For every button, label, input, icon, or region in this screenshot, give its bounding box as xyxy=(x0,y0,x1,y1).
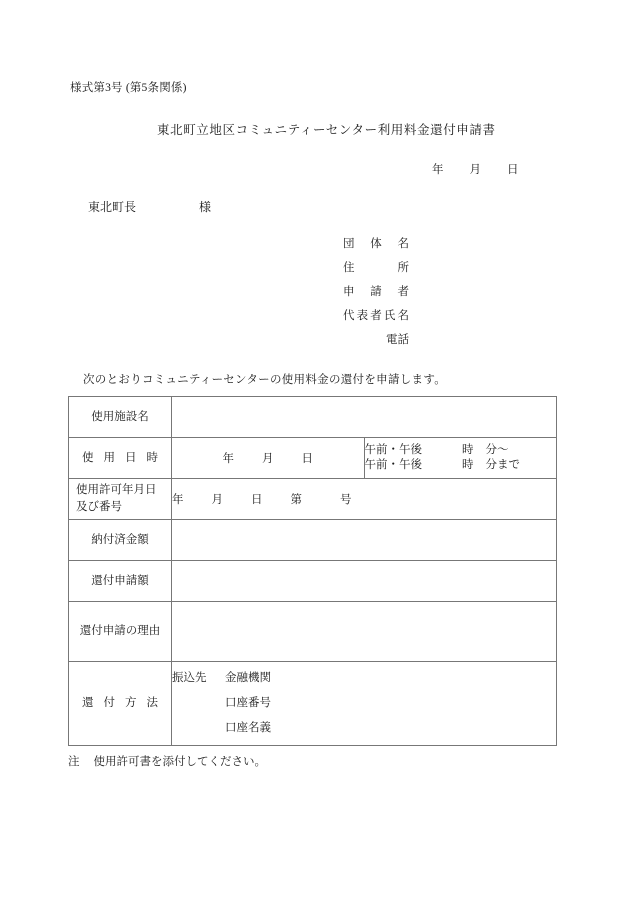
account-number-line xyxy=(172,691,556,716)
use-date-day: 日 xyxy=(301,453,313,465)
reason-label: 還付申請の理由 xyxy=(79,625,161,637)
permit-number-suffix: 号 xyxy=(340,494,352,506)
permit-year: 年 xyxy=(172,494,184,506)
table-row-paid-amount xyxy=(69,520,557,561)
use-time-end-minute: 分まで xyxy=(485,459,520,471)
applicant-address-row xyxy=(343,256,409,280)
refund-amount-value-cell[interactable] xyxy=(172,561,557,602)
account-number-label: 口座番号 xyxy=(225,697,271,709)
reason-label-cell xyxy=(69,602,172,662)
use-time-cell[interactable] xyxy=(364,438,557,479)
submission-date-line xyxy=(432,161,519,177)
date-month-label: 月 xyxy=(469,164,481,176)
refund-method-label: 還付方法 xyxy=(82,697,158,709)
date-year-label: 年 xyxy=(432,164,444,176)
form-code: 様式第3号 (第5条関係) xyxy=(70,82,187,94)
permit-month: 月 xyxy=(211,494,223,506)
use-date-cell[interactable] xyxy=(172,438,365,479)
use-time-end-line xyxy=(365,458,557,473)
refund-amount-label-cell xyxy=(69,561,172,602)
applicant-phone-row xyxy=(343,328,409,352)
permit-day: 日 xyxy=(251,494,263,506)
permit-number-prefix: 第 xyxy=(290,494,302,506)
account-name-line xyxy=(172,716,556,741)
permit-value-cell[interactable] xyxy=(172,479,557,520)
facility-value-cell[interactable] xyxy=(172,397,557,438)
refund-method-value-cell[interactable] xyxy=(172,662,557,746)
paid-amount-value-cell[interactable] xyxy=(172,520,557,561)
refund-amount-label: 還付申請額 xyxy=(91,574,149,587)
use-time-start-line xyxy=(365,443,557,458)
paid-amount-label-cell xyxy=(69,520,172,561)
application-table xyxy=(68,396,557,746)
applicant-representative-row xyxy=(343,304,409,328)
footnote-text: 使用許可書を添付してください。 xyxy=(93,756,266,768)
use-time-start-minute: 分〜 xyxy=(485,444,509,456)
applicant-address-label: 住所 xyxy=(343,262,409,274)
table-row-refund-method xyxy=(69,662,557,746)
refund-method-label-cell xyxy=(69,662,172,746)
use-time-end-period: 午前・午後 xyxy=(364,459,422,471)
reason-value-cell[interactable] xyxy=(172,602,557,662)
bank-label: 金融機関 xyxy=(225,672,271,684)
account-name-label: 口座名義 xyxy=(225,722,271,734)
paid-amount-label: 納付済金額 xyxy=(91,533,149,546)
use-date-month: 月 xyxy=(262,453,274,465)
applicant-organization-row xyxy=(343,232,409,256)
intro-sentence: 次のとおりコミュニティーセンターの使用料金の還付を申請します。 xyxy=(83,374,447,386)
table-row-facility xyxy=(69,397,557,438)
addressee-honorific: 様 xyxy=(199,200,212,214)
table-row-permit xyxy=(69,479,557,520)
use-time-end-hour: 時 xyxy=(462,459,474,471)
facility-label-cell xyxy=(69,397,172,438)
applicant-phone-label: 電話 xyxy=(386,334,409,346)
permit-label-cell xyxy=(69,479,172,520)
footnote xyxy=(68,753,266,769)
permit-label-line1: 使用許可年月日 xyxy=(76,484,157,496)
transfer-bank-line xyxy=(172,666,556,691)
use-time-start-period: 午前・午後 xyxy=(364,444,422,456)
date-day-label: 日 xyxy=(507,164,519,176)
facility-label: 使用施設名 xyxy=(91,410,149,423)
applicant-block xyxy=(343,232,409,352)
addressee-line xyxy=(88,198,211,215)
table-row-refund-amount xyxy=(69,561,557,602)
use-time-start-hour: 時 xyxy=(462,444,474,456)
footnote-marker: 注 xyxy=(68,756,80,768)
applicant-label: 申請者 xyxy=(343,286,409,298)
use-datetime-label-cell xyxy=(69,438,172,479)
transfer-to-label: 振込先 xyxy=(172,672,207,684)
permit-label-line2: 及び番号 xyxy=(76,501,122,513)
use-date-year: 年 xyxy=(222,453,234,465)
addressee-name: 東北町長 xyxy=(88,200,137,214)
table-row-reason xyxy=(69,602,557,662)
table-row-use-datetime xyxy=(69,438,557,479)
applicant-label-row xyxy=(343,280,409,304)
use-datetime-label: 使用日時 xyxy=(82,451,158,464)
applicant-organization-label: 団体名 xyxy=(343,238,409,250)
applicant-representative-label: 代表者氏名 xyxy=(343,310,409,322)
document-title: 東北町立地区コミュニティーセンター利用料金還付申請書 xyxy=(157,123,496,137)
